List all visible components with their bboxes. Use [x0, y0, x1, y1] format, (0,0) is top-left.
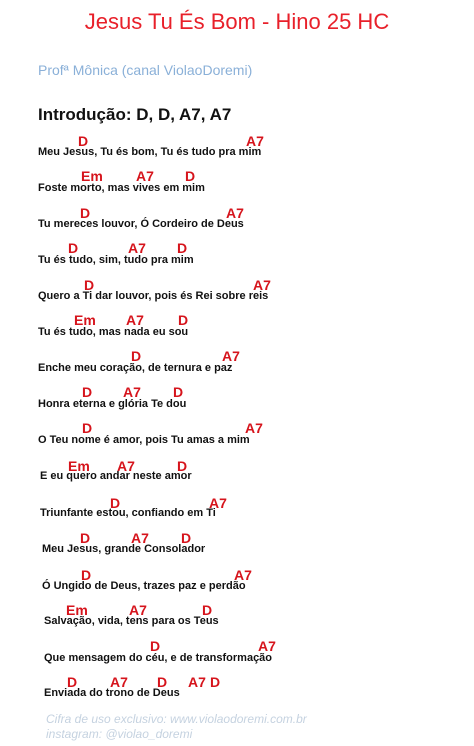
chord: D — [81, 567, 92, 583]
lyric-line: Tu mereces louvor, Ó Cordeiro de Deus — [38, 218, 244, 230]
chord: D — [68, 240, 79, 256]
chord: D — [110, 495, 121, 511]
chord: A7 — [110, 674, 128, 690]
chord: D — [82, 420, 93, 436]
chord: A7 — [123, 384, 141, 400]
chord: D — [181, 530, 192, 546]
chord: A7 — [245, 420, 263, 436]
footer-instagram: instagram: @violao_doremi — [46, 727, 193, 741]
chord: D — [80, 205, 91, 221]
chord: Em — [66, 602, 88, 618]
chord: D — [210, 674, 221, 690]
chord: D — [84, 277, 95, 293]
lyric-line: Foste morto, mas vives em mim — [38, 182, 205, 194]
lyric-line: Ó Ungido de Deus, trazes paz e perdão — [42, 580, 246, 592]
footer-copyright: Cifra de uso exclusivo: www.violaodoremi.com.br — [46, 712, 307, 726]
chord: D — [202, 602, 213, 618]
chord: D — [80, 530, 91, 546]
lyric-line: Tu és tudo, mas nada eu sou — [38, 326, 189, 338]
lyric-line: Enviada do trono de Deus — [44, 687, 180, 699]
intro-line: Introdução: D, D, A7, A7 — [38, 105, 232, 124]
chord: A7 — [128, 240, 146, 256]
chord: Em — [81, 168, 103, 184]
lyric-line: Quero a Ti dar louvor, pois és Rei sobre reis — [38, 290, 269, 302]
chord: D — [67, 674, 78, 690]
chord: A7 — [126, 312, 144, 328]
lyric-line: Meu Jesus, grande Consolador — [42, 543, 206, 555]
chord: D — [185, 168, 196, 184]
chord: A7 — [246, 133, 264, 149]
chord: A7 — [117, 458, 135, 474]
chord: D — [150, 638, 161, 654]
page-title: Jesus Tu És Bom - Hino 25 HC — [84, 9, 390, 34]
lyric-line: E eu quero andar neste amor — [40, 470, 192, 482]
chord: D — [177, 240, 188, 256]
chord: D — [177, 458, 188, 474]
chord: Em — [74, 312, 96, 328]
chord: A7 — [188, 674, 206, 690]
lyric-line: Salvação, vida, tens para os Teus — [44, 615, 219, 627]
chord: D — [78, 133, 89, 149]
chord: A7 — [234, 567, 252, 583]
chord: D — [173, 384, 184, 400]
chord: D — [131, 348, 142, 364]
lyric-line: Triunfante estou, confiando em Ti — [40, 507, 216, 519]
chord: A7 — [129, 602, 147, 618]
chord: A7 — [136, 168, 154, 184]
lyric-line: Meu Jesus, Tu és bom, Tu és tudo pra mim — [38, 146, 262, 158]
chord: A7 — [258, 638, 276, 654]
chord: D — [157, 674, 168, 690]
lyric-line: Que mensagem do céu, e de transformação — [44, 652, 273, 664]
chord: D — [82, 384, 93, 400]
chord: A7 — [209, 495, 227, 511]
chord: A7 — [226, 205, 244, 221]
lyric-line: Tu és tudo, sim, tudo pra mim — [38, 254, 194, 266]
chord: A7 — [253, 277, 271, 293]
chord: Em — [68, 458, 90, 474]
chord: A7 — [131, 530, 149, 546]
lyric-line: Enche meu coração, de ternura e paz — [38, 362, 233, 374]
lyric-line: Honra eterna e glória Te dou — [38, 398, 187, 410]
author-credit: Profª Mônica (canal ViolaoDoremi) — [38, 62, 253, 78]
chord: D — [178, 312, 189, 328]
lyric-line: O Teu nome é amor, pois Tu amas a mim — [38, 434, 250, 446]
chord: A7 — [222, 348, 240, 364]
